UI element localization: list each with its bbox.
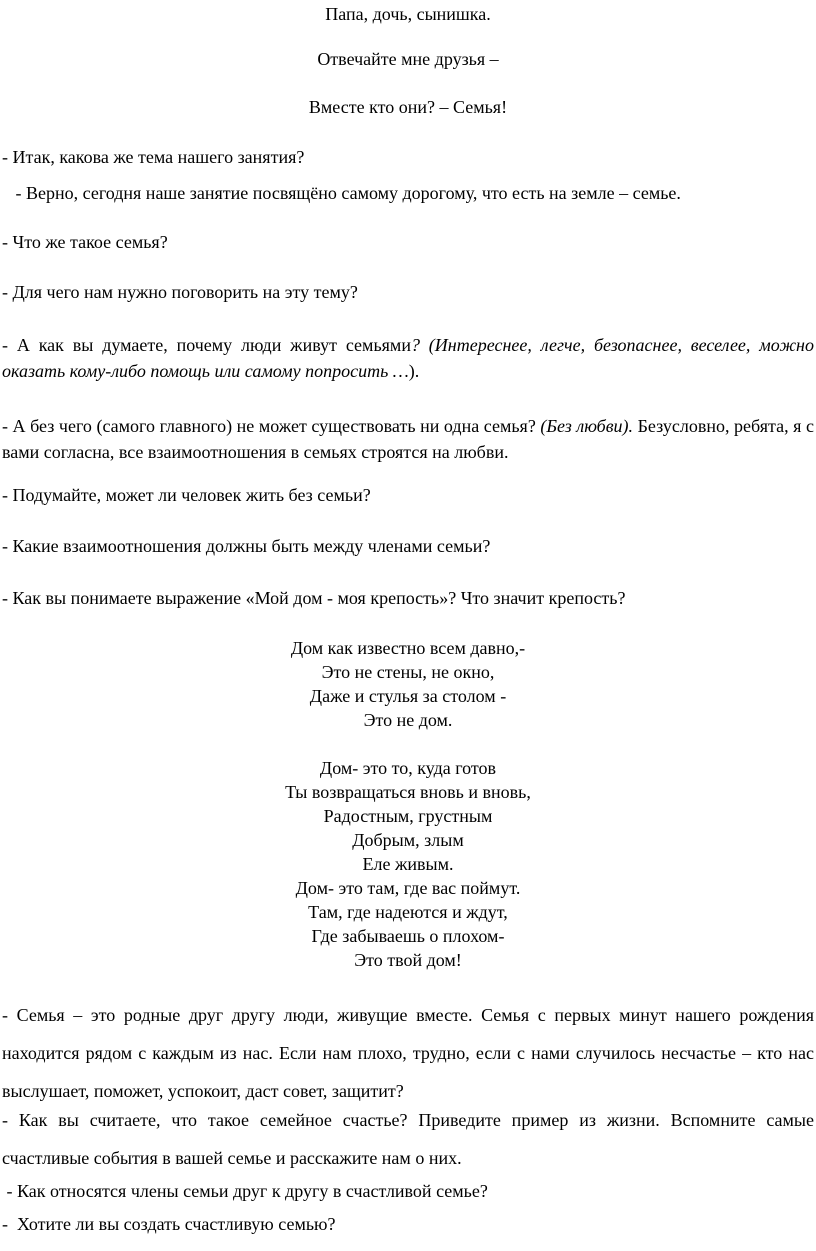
poem-stanza-2: [0, 756, 816, 972]
poem-line: Дом как известно всем давно,-: [290, 638, 526, 658]
poem-line: Там, где надеются и ждут,: [308, 902, 508, 922]
question-happy-family-relations: - Как относятся члены семьи друг к другу в счастливой семье?: [2, 1181, 488, 1201]
poem-line: Радостным, грустным: [323, 806, 493, 826]
question-why-families-answer: ? (Интереснее, легче, безопаснее, веселее, можно оказать кому-либо помощь или самому попросить …: [2, 335, 814, 381]
question-what-is-family: - Что же такое семья?: [2, 232, 168, 252]
poem-line: Дом- это там, где вас поймут.: [295, 878, 521, 898]
poem-line: Еле живым.: [362, 854, 454, 874]
answer-topic: - Верно, сегодня наше занятие посвящёно самому дорогому, что есть на земле – семье.: [2, 183, 681, 203]
poem-line: Где забываешь о плохом-: [311, 926, 505, 946]
paragraph-family-definition: - Семья – это родные друг другу люди, живущие вместе. Семья с первых минут нашего рождения находится рядом с каждым из нас. Если нам плохо, трудно, если с нами случилось несчастье – кто нас выслушает, поможет, успокоит, даст совет, защитит?: [2, 1005, 814, 1101]
poem-line: Дом- это то, куда готов: [319, 758, 497, 778]
question-why-families-text: - А как вы думаете, почему люди живут семьями: [2, 335, 411, 355]
question-live-without-family: - Подумайте, может ли человек жить без семьи?: [2, 485, 371, 505]
question-relationships: - Какие взаимоотношения должны быть между членами семьи?: [2, 536, 491, 556]
paragraph-family-happiness: - Как вы считаете, что такое семейное счастье? Приведите пример из жизни. Вспомните самые счастливые события в вашей семье и расскажите нам о них.: [2, 1110, 814, 1168]
intro-line-3: Вместе кто они? – Семья!: [308, 97, 508, 117]
poem-line: Добрым, злым: [352, 830, 464, 850]
question-without-what: [2, 413, 814, 465]
poem-line: Ты возвращаться вновь и вновь,: [285, 782, 531, 802]
question-my-home: - Как вы понимаете выражение «Мой дом - моя крепость»? Что значит крепость?: [2, 588, 626, 608]
question-why-families: [2, 332, 814, 384]
intro-line-2: Отвечайте мне друзья –: [317, 49, 499, 69]
intro-line-1: Папа, дочь, сынишка.: [325, 4, 491, 24]
question-why-discuss: - Для чего нам нужно поговорить на эту тему?: [2, 282, 358, 302]
question-create-happy-family: - Хотите ли вы создать счастливую семью?: [2, 1214, 336, 1234]
poem-line: Даже и стулья за столом -: [309, 686, 507, 706]
poem-line: Это не стены, не окно,: [321, 662, 495, 682]
question-without-what-answer: (Без любви).: [540, 416, 634, 436]
poem-line: Это не дом.: [363, 710, 453, 730]
question-topic: - Итак, какова же тема нашего занятия?: [2, 147, 305, 167]
question-why-families-end: ).: [408, 361, 420, 381]
poem-stanza-1: [0, 636, 816, 732]
question-without-what-comment: Безусловно, ребята, я с вами согласна, все взаимоотношения в семьях строятся на любви.: [2, 416, 814, 462]
question-without-what-text: - А без чего (самого главного) не может существовать ни одна семья?: [2, 416, 541, 436]
poem-line: Это твой дом!: [354, 950, 462, 970]
